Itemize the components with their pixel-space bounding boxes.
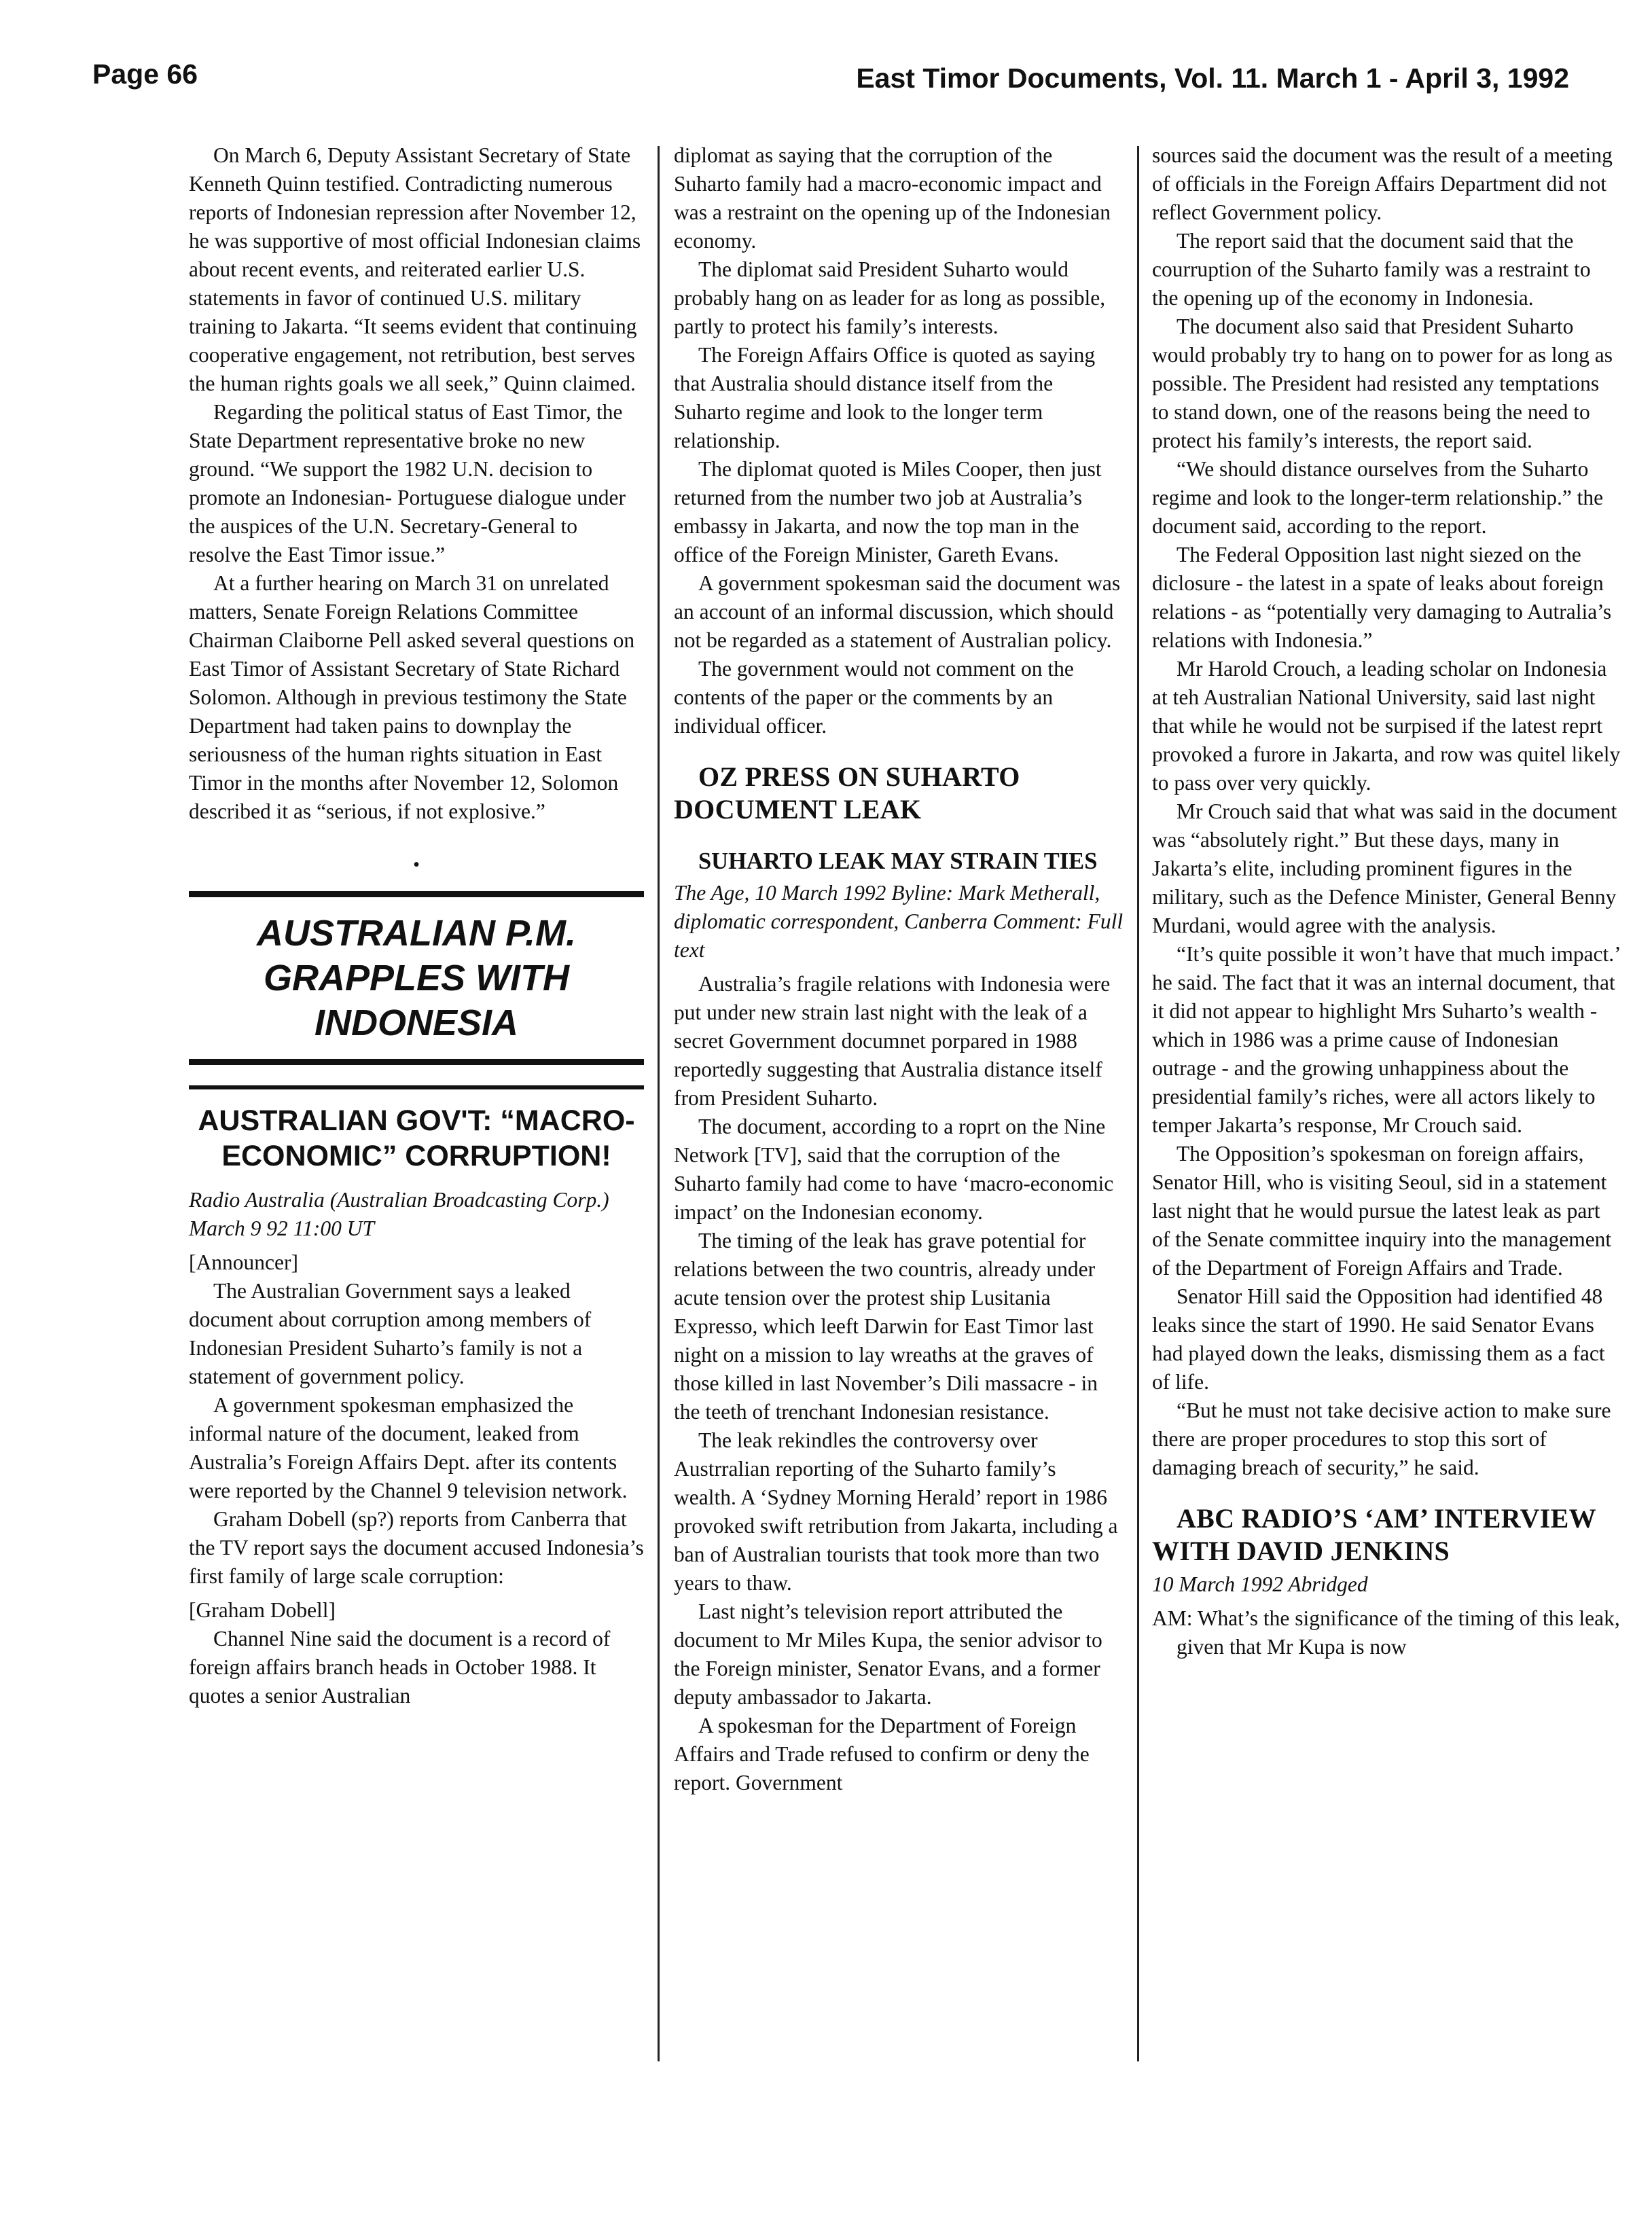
column-divider bbox=[1137, 146, 1139, 2061]
paragraph: Mr Harold Crouch, a leading scholar on Indonesia at teh Australian National University, said last night that while he would not be surpised if the latest reprt provoked a furore in Jakarta, and row was quitel likely to pass over very quickly. bbox=[1152, 657, 1621, 795]
paragraph: Regarding the political status of East Timor, the State Department representative broke no new ground. “We support the 1982 U.N. decision to promote an Indonesian- Portuguese dialogue under the auspices of the U.N. Secretary-General to resolve the East Timor issue.” bbox=[189, 400, 626, 566]
paragraph: Channel Nine said the document is a record of foreign affairs branch heads in October 1988. It quotes a senior Australian bbox=[189, 1627, 611, 1708]
paragraph: A spokesman for the Department of Foreign Affairs and Trade refused to confirm or deny the report. Government bbox=[674, 1714, 1090, 1794]
paragraph: Mr Crouch said that what was said in the document was “absolutely right.” But these days, many in Jakarta’s elite, including prominent figures in the military, such as the Defence Minister, General Benny Murdani, would agree with the analysis. bbox=[1152, 799, 1617, 937]
paragraph: sources said the document was the result of a meeting of officials in the Foreign Affairs Department did not reflect Government policy. bbox=[1152, 143, 1613, 224]
paragraph: The leak rekindles the controversy over Austrralian reporting of the Suharto family’s wealth. A ‘Sydney Morning Herald’ report in 1986 provoked swift retribution from Jakarta, including a ban of Australian tourists that took more than two years to thaw. bbox=[674, 1428, 1118, 1595]
paragraph: “It’s quite possible it won’t have that much impact.’ he said. The fact that it was an internal document, that it did not appear to highlight Mrs Suharto’s wealth - which in 1986 was a prime cause of Indonesian outrage - and the growing unhappiness about the presidential family’s riches, were all actors likely to temper Jakarta’s response, Mr Crouch said. bbox=[1152, 942, 1620, 1137]
column-3 bbox=[1152, 141, 1621, 1661]
paragraph: The Australian Government says a leaked document about corruption among members of Indonesian President Suharto’s family is not a statement of government policy. bbox=[189, 1279, 592, 1388]
paragraph: On March 6, Deputy Assistant Secretary of State Kenneth Quinn testified. Contradicting numerous reports of Indonesian repression after November 12, he was supportive of most official Indonesian claims about recent events, and reiterated earlier U.S. statements in favor of continued U.S. military training to Jakarta. “It seems evident that continuing cooperative engagement, not retribution, best serves the human rights goals we all seek,” Quinn claimed. bbox=[189, 143, 641, 395]
paragraph: At a further hearing on March 31 on unrelated matters, Senate Foreign Relations Committee Chairman Claiborne Pell asked several questions on East Timor of Assistant Secretary of State Richard Solomon. Although in previous testimony the State Department had taken pains to downplay the seriousness of the human rights situation in East Timor in the months after November 12, Solomon described it as “serious, if not explosive.” bbox=[189, 571, 635, 823]
paragraph: The document, according to a roprt on the Nine Network [TV], said that the corruption of the Suharto family had come to have ‘macro-economic impact’ on the Indonesian economy. bbox=[674, 1115, 1114, 1224]
heading-rule bbox=[189, 891, 644, 897]
paragraph: The report said that the document said that the courruption of the Suharto family was a restraint to the opening up of the economy in Indonesia. bbox=[1152, 229, 1591, 310]
paragraph: The Opposition’s spokesman on foreign affairs, Senator Hill, who is visiting Seoul, sid in a statement last night that he would pursue the latest leak as part of the Senate committee inquiry into the management of the Department of Foreign Affairs and Trade. bbox=[1152, 1142, 1612, 1280]
publication-title: East Timor Documents, Vol. 11. March 1 - April 3, 1992 bbox=[856, 62, 1569, 94]
bullet-mark: • bbox=[413, 854, 420, 875]
source-byline: The Age, 10 March 1992 Byline: Mark Metherall, diplomatic correspondent, Canberra Comment: Full text bbox=[674, 881, 1124, 962]
paragraph: The government would not comment on the contents of the paper or the comments by an individual officer. bbox=[674, 657, 1074, 738]
paragraph: A government spokesman said the document was an account of an informal discussion, which should not be regarded as a statement of Australian policy. bbox=[674, 571, 1121, 652]
paragraph: Australia’s fragile relations with Indonesia were put under new strain last night with the leak of a secret Government documnet porpared in 1988 reportedly suggesting that Australia distance itself from President Suharto. bbox=[674, 972, 1111, 1110]
section-heading: AUSTRALIAN P.M. GRAPPLES WITH INDONESIA bbox=[256, 913, 577, 1043]
paragraph: The diplomat said President Suharto would probably hang on as leader for as long as possible, partly to protect his family’s interests. bbox=[674, 257, 1106, 338]
source-byline: 10 March 1992 Abridged bbox=[1152, 1572, 1368, 1596]
column-1 bbox=[189, 141, 644, 1710]
paragraph: “We should distance ourselves from the Suharto regime and look to the longer-term relationship.” the document said, according to the report. bbox=[1152, 457, 1604, 538]
page-header bbox=[0, 53, 1652, 107]
paragraph: Last night’s television report attributed the document to Mr Miles Kupa, the senior advisor to the Foreign minister, Senator Evans, and a former deputy ambassador to Jakarta. bbox=[674, 1600, 1102, 1709]
paragraph: The document also said that President Suharto would probably try to hang on to power for as long as possible. The President had resisted any temptations to stand down, one of the reasons being the need to protect his family’s interests, the report said. bbox=[1152, 314, 1613, 452]
paragraph: The diplomat quoted is Miles Cooper, then just returned from the number two job at Australia’s embassy in Jakarta, and now the top man in the office of the Foreign Minister, Gareth Evans. bbox=[674, 457, 1102, 566]
article-heading: AUSTRALIAN GOV'T: “MACRO-ECONOMIC” CORRUPTION! bbox=[198, 1104, 635, 1172]
article-heading: OZ PRESS ON SUHARTO DOCUMENT LEAK bbox=[674, 761, 1020, 825]
heading-rule bbox=[189, 1059, 644, 1065]
page-number: Page 66 bbox=[92, 58, 198, 90]
speaker-label: [Announcer] bbox=[189, 1250, 298, 1274]
paragraph: “But he must not take decisive action to make sure there are proper procedures to stop this sort of damaging breach of security,” he said. bbox=[1152, 1398, 1611, 1479]
paragraph: Senator Hill said the Opposition had identified 48 leaks since the start of 1990. He said Senator Evans had played down the leaks, dismissing them as a fact of life. bbox=[1152, 1284, 1605, 1394]
paragraph: The timing of the leak has grave potential for relations between the two countris, already under acute tension over the protest ship Lusitania Expresso, which leeft Darwin for East Timor last night on a mission to lay wreaths at the graves of those killed in last November’s Dili massacre - in the teeth of trenchant Indonesian resistance. bbox=[674, 1229, 1098, 1424]
paragraph: A government spokesman emphasized the informal nature of the document, leaked from Australia’s Foreign Affairs Dept. after its contents were reported by the Channel 9 television network. bbox=[189, 1393, 628, 1502]
paragraph: The Foreign Affairs Office is quoted as saying that Australia should distance itself from the Suharto regime and look to the longer term relationship. bbox=[674, 343, 1096, 452]
paragraph: diplomat as saying that the corruption of the Suharto family had a macro-economic impact and was a restraint on the opening up of the Indonesian economy. bbox=[674, 143, 1111, 253]
source-byline: Radio Australia (Australian Broadcasting Corp.) March 9 92 11:00 UT bbox=[189, 1188, 609, 1240]
paragraph: Graham Dobell (sp?) reports from Canberra that the TV report says the document accused Indonesia’s first family of large scale corruption: bbox=[189, 1507, 644, 1588]
column-divider bbox=[658, 146, 660, 2061]
article-heading: ABC RADIO’S ‘AM’ INTERVIEW WITH DAVID JENKINS bbox=[1152, 1503, 1596, 1566]
column-2 bbox=[674, 141, 1124, 1797]
speaker-label: [Graham Dobell] bbox=[189, 1598, 336, 1622]
heading-rule bbox=[189, 1085, 644, 1089]
article-subheading: SUHARTO LEAK MAY STRAIN TIES bbox=[698, 848, 1098, 874]
paragraph: The Federal Opposition last night siezed on the diclosure - the latest in a spate of leaks about foreign relations - as “potentially very damaging to Autralia’s relations with Indonesia.” bbox=[1152, 543, 1612, 652]
interview-line: AM: What’s the significance of the timing of this leak, given that Mr Kupa is now bbox=[1152, 1606, 1620, 1659]
